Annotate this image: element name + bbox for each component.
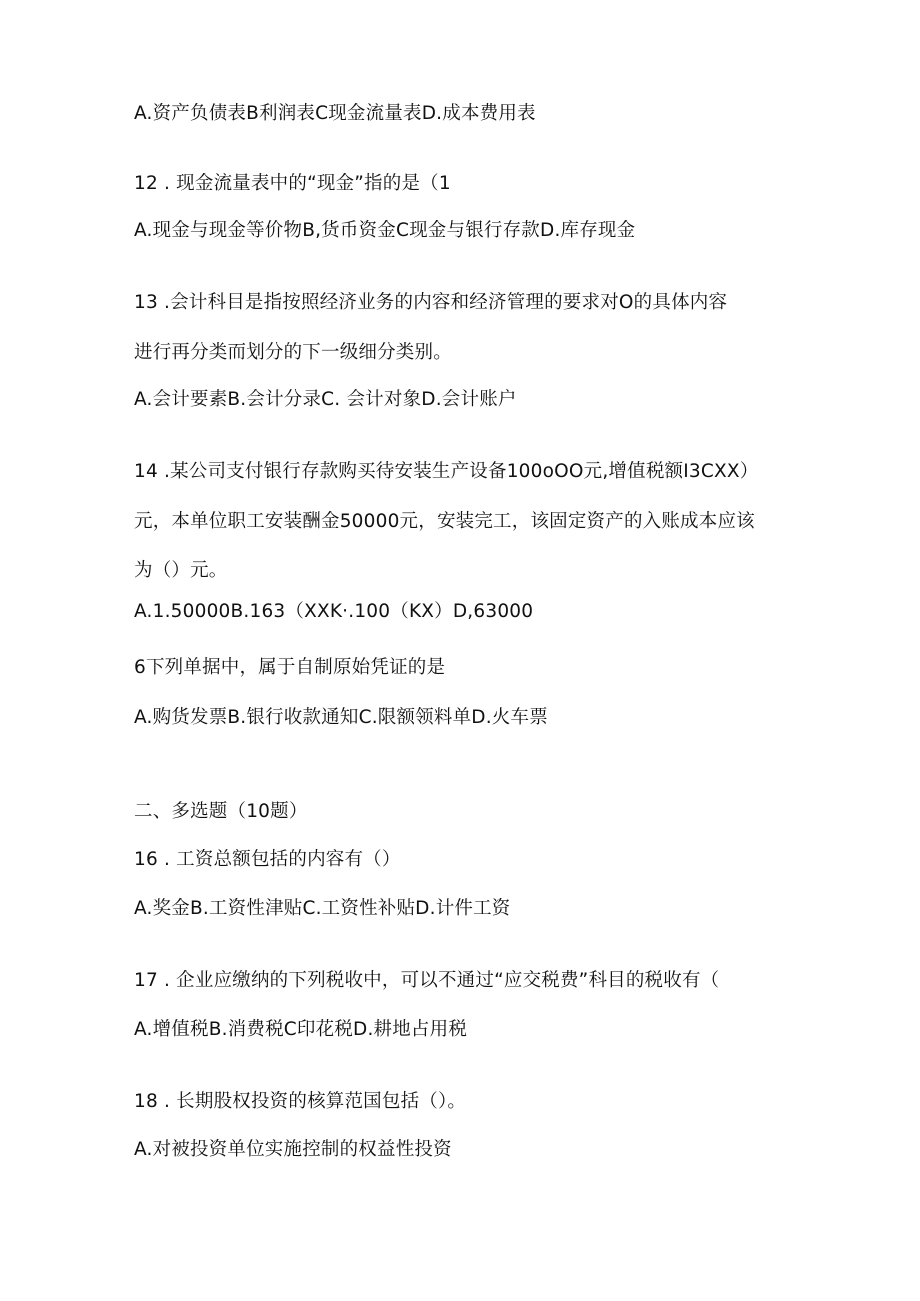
q17-options: A.增值税B.消费税C印花税D.耕地占用税 [134,1019,468,1040]
q14-question-line3: 为（）元。 [134,560,228,581]
q13-question-line1: 13 .会计科目是指按照经济业务的内容和经济管理的要求对O的具体内容 [134,292,728,313]
section-heading: 二、多选题（10题） [134,801,308,822]
q15-options: A.购货发票B.银行收款通知C.限额领料单D.火车票 [134,707,548,728]
q16-question: 16 . 工资总额包括的内容有（） [134,849,401,870]
q14-options: A.1.50000B.163（XXK·.100（KX）D,63000 [134,601,534,622]
q18-option-a: A.对被投资单位实施控制的权益性投资 [134,1139,452,1160]
q18-question: 18 . 长期股权投资的核算范国包括（）。 [134,1091,467,1112]
q13-options: A.会计要素B.会计分录C. 会计对象D.会计账户 [134,389,517,410]
q13-question-line2: 进行再分类而划分的下一级细分类别。 [134,342,452,363]
q12-question: 12 . 现金流量表中的“现金”指的是（1 [134,173,451,194]
q14-question-line1: 14 .某公司支付银行存款购买待安装生产设备100oOO元,增值税额I3CXX） [134,461,759,482]
q14-question-line2: 元，本单位职工安装酬金50000元，安装完工，该固定资产的入账成本应该 [134,511,755,532]
q16-options: A.奖金B.工资性津贴C.工资性补贴D.计件工资 [134,898,511,919]
q12-options: A.现金与现金等价物B,货币资金C现金与银行存款D.库存现金 [134,220,636,241]
q17-question: 17 . 企业应缴纳的下列税收中，可以不通过“应交税费”科目的税收有（ [134,970,720,991]
q11-options: A.资产负债表B利润表C现金流量表D.成本费用表 [134,103,536,124]
q15-question: 6下列单据中，属于自制原始凭证的是 [134,657,446,678]
